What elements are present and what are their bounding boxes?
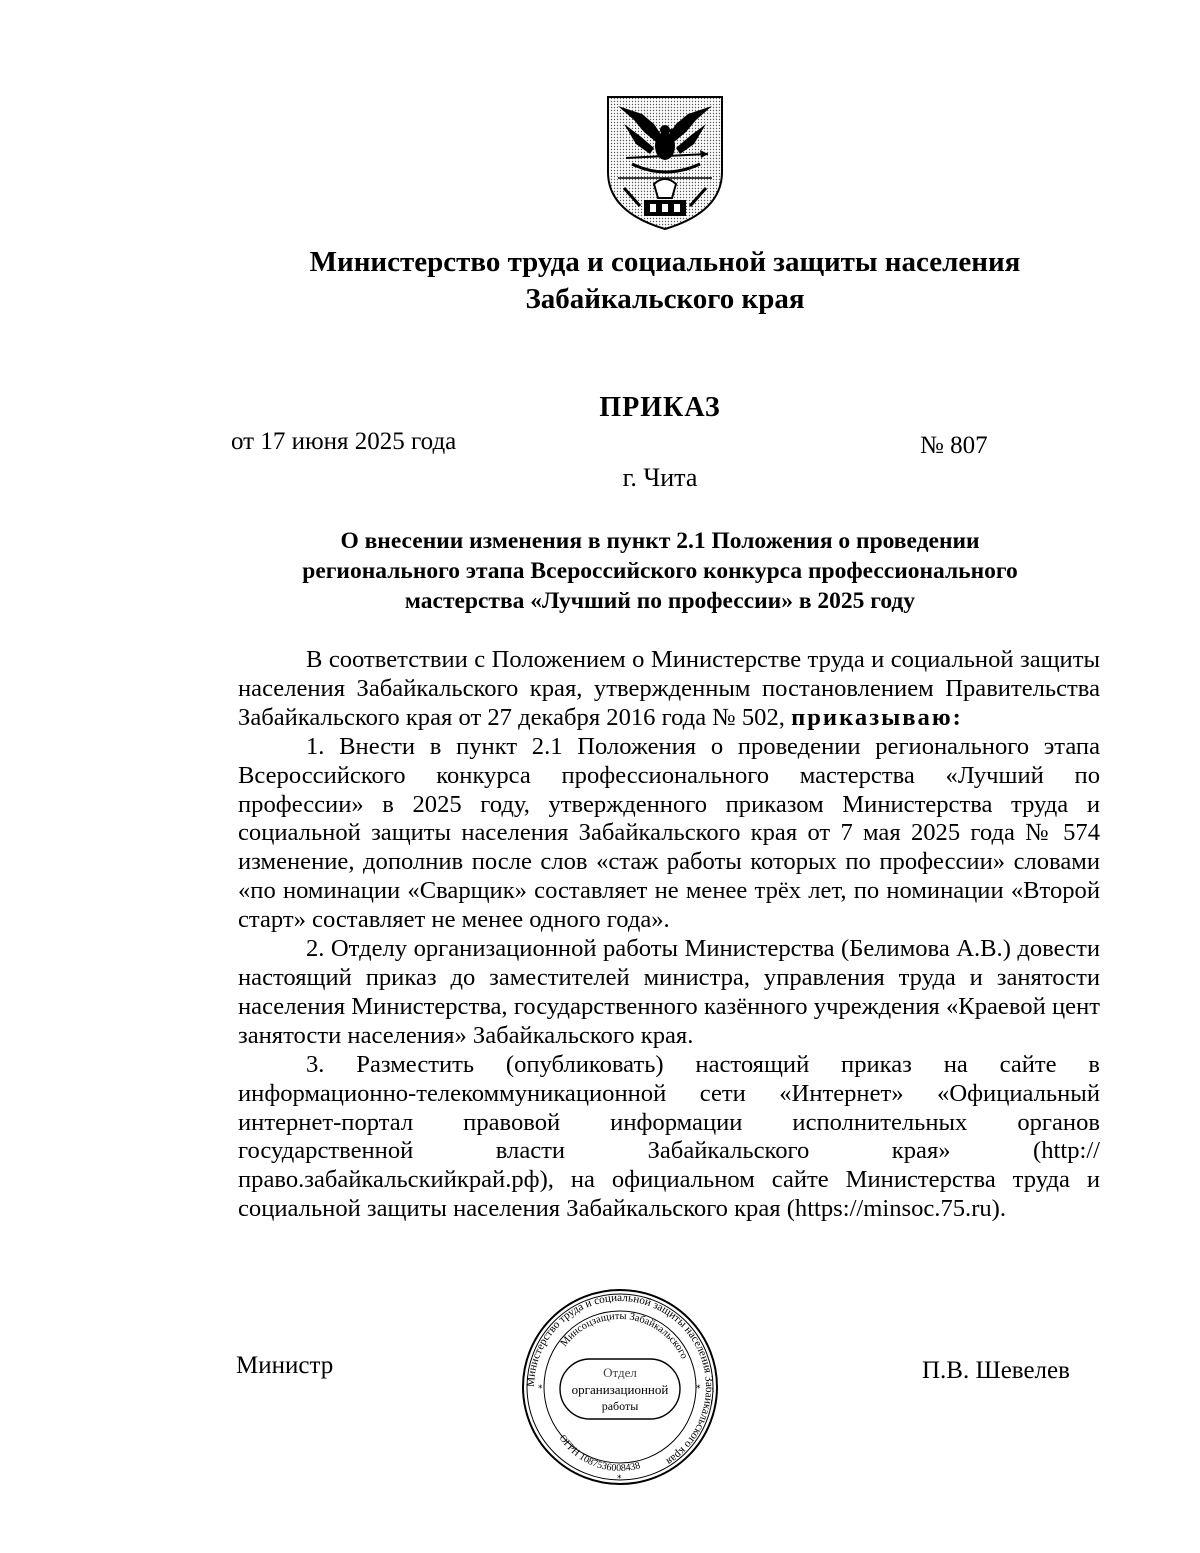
preamble-paragraph: [238, 646, 1100, 733]
order-item-2: 2. Отделу организационной работы Министерства (Белимова А.В.) довести настоящий приказ до заместителей министра, управления труда и занятости населения Министерства, государственного казённого учреждения «Краевой цент занятости населения» Забайкальского края.: [238, 935, 1100, 1049]
organization-name-line-2: Забайкальского края: [525, 283, 805, 315]
order-number: № 807: [920, 432, 988, 459]
official-stamp: [520, 1287, 720, 1487]
preamble-keyword: приказываю:: [791, 703, 963, 731]
stamp-center-line-1: Отдел: [603, 1365, 637, 1380]
stamp-inner-text: Минсоцзащиты Забайкальского: [558, 1310, 690, 1361]
order-item-1: 1. Внести в пункт 2.1 Положения о проведении регионального этапа Всероссийского конкурса профессионального мастерства «Лучший по профессии» в 2025 году, утвержденного приказом Министерства труда и социальной защиты населения Забайкальского края от 7 мая 2025 года № 574 изменение, дополнив после слов «стаж работы которых по профессии» словами «по номинации «Сварщик» составляет не менее трёх лет, по номинации «Второй старт» составляет не менее одного года».: [238, 732, 1100, 934]
stamp-ogrn: ОГРН 1087536008438: [556, 1433, 642, 1475]
order-body: [238, 646, 1100, 1224]
order-subject: [240, 526, 1080, 616]
signatory-title: Министр: [236, 1352, 334, 1379]
stamp-center-line-2: организационной: [571, 1382, 669, 1397]
preamble-text: В соответствии с Положением о Министерстве труда и социальной защиты населения Забайкальского края, утвержденным постановлением Правительства Забайкальского края от 27 декабря 2016 года № 502,: [238, 646, 1100, 731]
stamp-center-line-3: работы: [601, 1399, 639, 1413]
stamp-star-left-icon: *: [538, 1384, 543, 1394]
order-city: г. Чита: [622, 463, 698, 492]
order-subject-line-2: регионального этапа Всероссийского конкурса профессионального: [302, 558, 1018, 584]
order-subject-line-1: О внесении изменения в пункт 2.1 Положения о проведении: [340, 528, 980, 554]
document-type: ПРИКАЗ: [599, 392, 721, 423]
stamp-star-bottom-icon: *: [617, 1474, 622, 1484]
organization-name-line-1: Министерство труда и социальной защиты населения: [309, 246, 1021, 278]
organization-name: [200, 244, 1130, 318]
stamp-outer-text: Министерство труда и социальной защиты населения Забайкальского края: [524, 1291, 716, 1468]
order-date: от 17 июня 2025 года: [231, 428, 457, 455]
signatory-name: П.В. Шевелев: [922, 1357, 1070, 1384]
order-item-3: 3. Разместить (опубликовать) настоящий приказ на сайте в информационно-телекоммуникационной сети «Интернет» «Официальный интернет-портал правовой информации исполнительных органов государственной власти Забайкальского края» (http://право.забайкальскийкрай.рф), на официальном сайте Министерства труда и социальной защиты населения Забайкальского края (https://minsoc.75.ru).: [238, 1050, 1100, 1223]
zabaykalsky-coat-of-arms-icon: [604, 94, 726, 232]
stamp-star-right-icon: *: [696, 1384, 701, 1394]
order-subject-line-3: мастерства «Лучший по профессии» в 2025 году: [404, 588, 916, 614]
